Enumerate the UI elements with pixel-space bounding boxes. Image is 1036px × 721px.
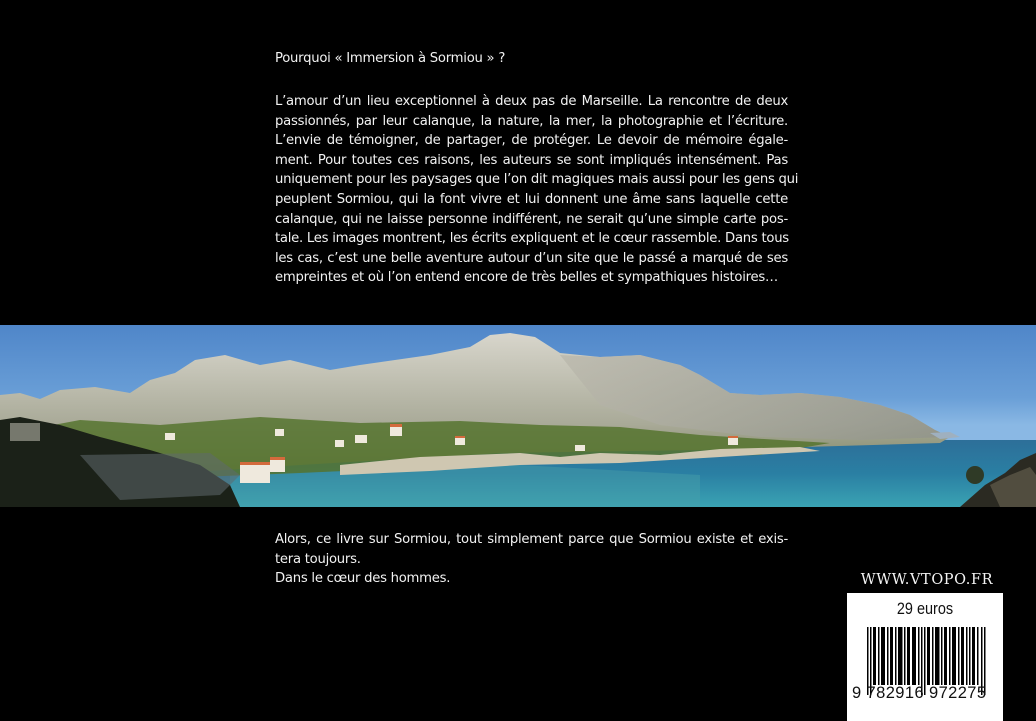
body-paragraph: [275, 92, 799, 288]
body-line: peuplent Sormiou, qui la font vivre et lui donnent une âme sans laquelle cette: [275, 191, 788, 207]
body-line: les cas, c’est une belle aventure autour d’un site que le passé a marqué de ses: [275, 250, 788, 266]
isbn-number: 9 782916 972275: [852, 684, 987, 702]
body-line: ment. Pour toutes ces raisons, les auteurs se sont impliqués intensément. Pas: [275, 152, 788, 168]
body-line: uniquement pour les paysages que l’on dit magiques mais aussi pour les gens qui: [275, 172, 799, 188]
body-line: tale. Les images montrent, les écrits expliquent et le cœur rassemble. Dans tous: [275, 231, 789, 247]
body-line: L’amour d’un lieu exceptionnel à deux pas de Marseille. La rencontre de deux: [275, 94, 788, 109]
panorama-photo: [0, 325, 1036, 507]
body-line: L’envie de témoigner, de partager, de protéger. Le devoir de mémoire égale-: [275, 133, 788, 149]
closing-line: tera toujours.: [275, 551, 361, 567]
closing-line: Alors, ce livre sur Sormiou, tout simplement parce que Sormiou existe et exis-: [275, 532, 788, 547]
body-line: passionnés, par leur calanque, la nature, la mer, la photographie et l’écriture.: [275, 113, 788, 129]
barcode-box: [847, 593, 1003, 721]
closing-paragraph: [275, 530, 788, 589]
body-line: empreintes et où l’on entend encore de très belles et sympathiques histoires…: [275, 270, 778, 286]
publisher-website: WWW.VTOPO.FR: [860, 572, 994, 588]
price-label: 29 euros: [896, 599, 954, 618]
body-line: calanque, qui ne laisse personne indifférent, ne serait qu’une simple carte pos-: [275, 211, 788, 227]
intro-question: Pourquoi « Immersion à Sormiou » ?: [275, 51, 506, 66]
closing-line: Dans le cœur des hommes.: [275, 571, 451, 587]
calanque-landscape-illustration: [0, 325, 1036, 507]
